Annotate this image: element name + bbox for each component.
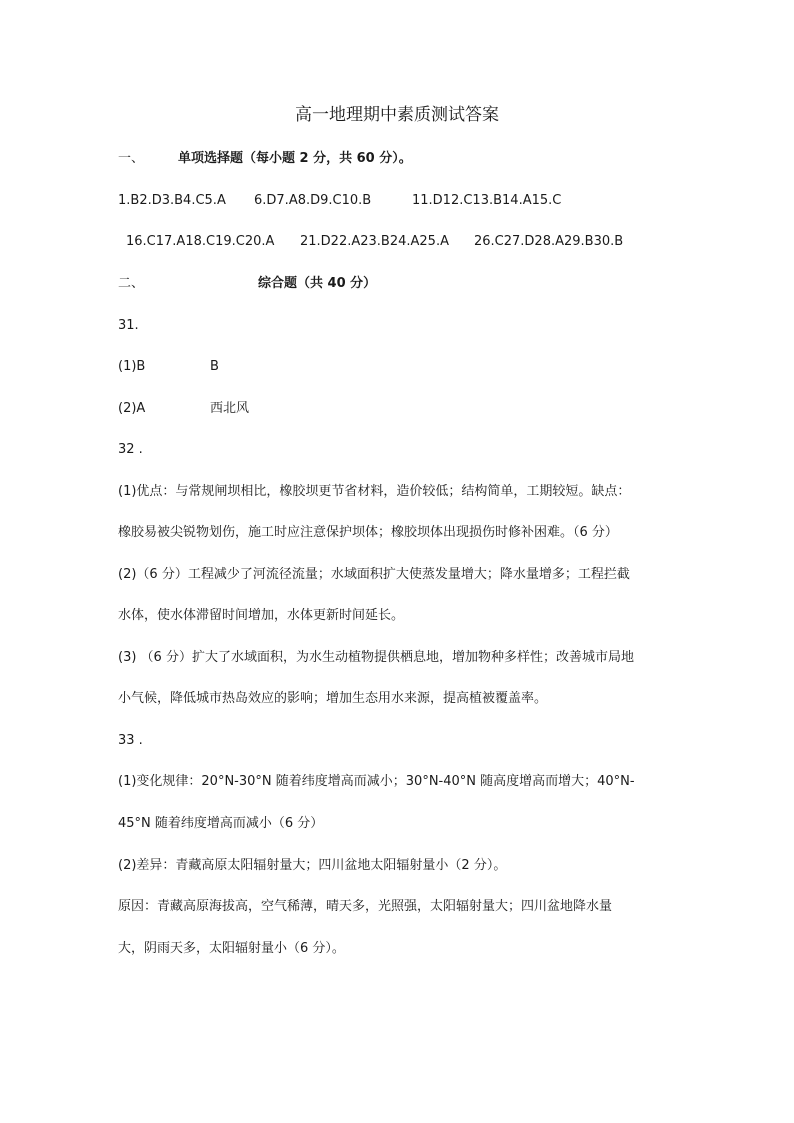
- section-2-title: 综合题（共 40 分）: [258, 276, 377, 291]
- q31-part-2: (2)A 西北风: [118, 401, 250, 416]
- q33-line: 大，阴雨天多，太阳辐射量小（6 分）。: [118, 941, 345, 956]
- q31-label: 31.: [118, 318, 139, 333]
- q32-line: (3) （6 分）扩大了水域面积，为水生动植物提供栖息地，增加物种多样性；改善城市局地: [118, 650, 634, 665]
- answers-row-2: [126, 233, 623, 251]
- answers-16-20: 16.C17.A18.C19.C20.A: [126, 234, 275, 249]
- section-1-number: 一、: [118, 151, 145, 166]
- q31-part-1: (1)B B: [118, 359, 219, 374]
- q33-line: (2)差异：青藏高原太阳辐射量大；四川盆地太阳辐射量小（2 分）。: [118, 858, 507, 873]
- q32-line: 小气候，降低城市热岛效应的影响；增加生态用水来源，提高植被覆盖率。: [118, 691, 548, 706]
- answers-1-5: 1.B2.D3.B4.C5.A: [118, 193, 226, 208]
- q32-line: (1)优点：与常规闸坝相比，橡胶坝更节省材料，造价较低；结构简单，工期较短。缺点：: [118, 484, 631, 499]
- section-1-heading: [118, 150, 412, 168]
- q32-line: (2)（6 分）工程减少了河流径流量；水域面积扩大使蒸发量增大；降水量增多；工程拦截: [118, 567, 630, 582]
- q32-line: 橡胶易被尖锐物划伤，施工时应注意保护坝体；橡胶坝体出现损伤时修补困难。（6 分）: [118, 525, 618, 540]
- answers-row-1: [118, 192, 561, 210]
- section-2-heading: [118, 275, 376, 293]
- section-2-number: 二、: [118, 276, 145, 291]
- answers-21-25: 21.D22.A23.B24.A25.A: [300, 234, 449, 249]
- answers-6-10: 6.D7.A8.D9.C10.B: [254, 193, 372, 208]
- q32-line: 水体，使水体滞留时间增加，水体更新时间延长。: [118, 608, 405, 623]
- answers-26-30: 26.C27.D28.A29.B30.B: [474, 234, 624, 249]
- q33-line: (1)变化规律：20°N-30°N 随着纬度增高而减小；30°N-40°N 随高度增高而增大；40°N-: [118, 774, 635, 789]
- q33-label: 33 .: [118, 733, 143, 748]
- q33-line: 原因：青藏高原海拔高，空气稀薄，晴天多，光照强，太阳辐射量大；四川盆地降水量: [118, 899, 613, 914]
- q32-label: 32 .: [118, 442, 143, 457]
- q33-line: 45°N 随着纬度增高而减小（6 分）: [118, 816, 324, 831]
- section-1-title: 单项选择题（每小题 2 分，共 60 分）。: [178, 151, 412, 166]
- page-title: 高一地理期中素质测试答案: [295, 105, 499, 125]
- answers-11-15: 11.D12.C13.B14.A15.C: [412, 193, 562, 208]
